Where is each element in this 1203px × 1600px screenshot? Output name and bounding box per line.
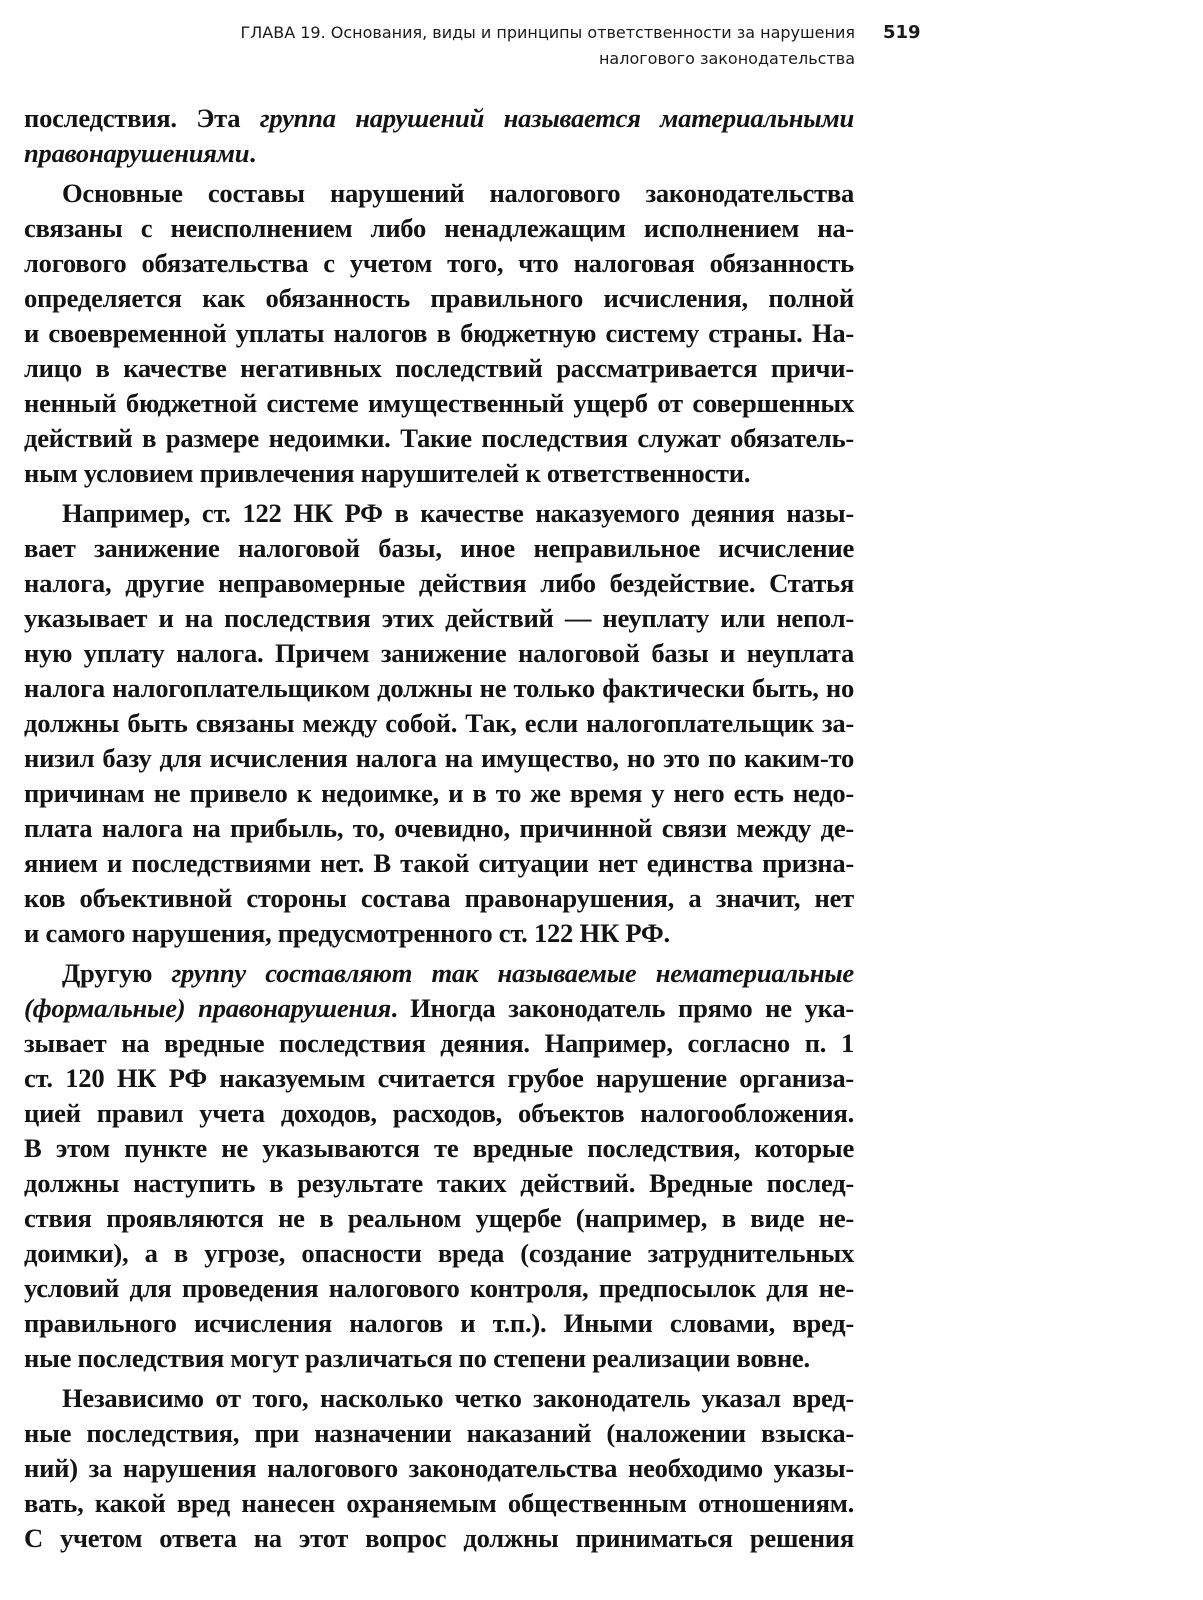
text-line: последствия. Эта группа нарушений называется материальными xyxy=(24,103,854,133)
paragraph-4 xyxy=(24,956,854,1376)
italic-text: группу составляют так называемые нематериальные xyxy=(171,958,854,988)
text-line: правонарушениями. xyxy=(24,138,256,168)
text-line: связаны с неисполнением либо ненадлежащим исполнением на- xyxy=(24,213,854,243)
text-line: вать, какой вред нанесен охраняемым общественным отношениям. xyxy=(24,1488,854,1518)
text-line: ст. 120 НК РФ наказуемым считается грубое нарушение организа- xyxy=(24,1063,854,1093)
text-line: (формальные) правонарушения. Иногда законодатель прямо не ука- xyxy=(24,993,854,1023)
paragraph-2 xyxy=(24,176,854,491)
text-line: низил базу для исчисления налога на имущество, но это по каким-то xyxy=(24,743,854,773)
text-line: Например, ст. 122 НК РФ в качестве наказуемого деяния назы- xyxy=(62,498,854,528)
text-line: действий в размере недоимки. Такие последствия служат обязатель- xyxy=(24,423,854,453)
text-line: ные последствия, при назначении наказаний (наложении взыска- xyxy=(24,1418,854,1448)
italic-text: (формальные) правонарушения xyxy=(24,993,391,1023)
text-line: цией правил учета доходов, расходов, объектов налогообложения. xyxy=(24,1098,854,1128)
text-line: ненный бюджетной системе имущественный ущерб от совершенных xyxy=(24,388,854,418)
text-line: и самого нарушения, предусмотренного ст. 122 НК РФ. xyxy=(24,918,670,948)
italic-text: правонарушениями xyxy=(24,138,250,168)
text-line: условий для проведения налогового контроля, предпосылок для не- xyxy=(24,1273,854,1303)
text-line: Независимо от того, насколько четко законодатель указал вред- xyxy=(62,1383,854,1413)
text-line: доимки), а в угрозе, опасности вреда (создание затруднительных xyxy=(24,1238,854,1268)
page-number: 519 xyxy=(883,22,921,43)
text-line: логового обязательства с учетом того, что налоговая обязанность xyxy=(24,248,854,278)
text-line: налога, другие неправомерные действия либо бездействие. Статья xyxy=(24,568,854,598)
text-line: ную уплату налога. Причем занижение налоговой базы и неуплата xyxy=(24,638,854,668)
text-line: янием и последствиями нет. В такой ситуации нет единства призна- xyxy=(24,848,854,878)
text-line: ные последствия могут различаться по степени реализации вовне. xyxy=(24,1343,810,1373)
text-line: зывает на вредные последствия деяния. Например, согласно п. 1 xyxy=(24,1028,854,1058)
text-line: и своевременной уплаты налогов в бюджетную систему страны. На- xyxy=(24,318,854,348)
text-line: должны наступить в результате таких действий. Вредные послед- xyxy=(24,1168,854,1198)
text-line: Другую группу составляют так называемые нематериальные xyxy=(62,958,854,988)
text-line: С учетом ответа на этот вопрос должны приниматься решения xyxy=(24,1523,854,1553)
text-line: плата налога на прибыль, то, очевидно, причинной связи между де- xyxy=(24,813,854,843)
paragraph-3 xyxy=(24,496,854,951)
running-header xyxy=(120,20,855,72)
text-line: должны быть связаны между собой. Так, если налогоплательщик за- xyxy=(24,708,854,738)
text-line: вает занижение налоговой базы, иное неправильное исчисление xyxy=(24,533,854,563)
text-line: ным условием привлечения нарушителей к ответственности. xyxy=(24,458,751,488)
body-text xyxy=(24,101,854,1561)
text-line: правильного исчисления налогов и т.п.). Иными словами, вред- xyxy=(24,1308,854,1338)
text-line: ствия проявляются не в реальном ущербе (например, в виде не- xyxy=(24,1203,854,1233)
italic-text: группа нарушений называется материальными xyxy=(259,103,854,133)
text-line: налога налогоплательщиком должны не только фактически быть, но xyxy=(24,673,854,703)
text-line: лицо в качестве негативных последствий рассматривается причи- xyxy=(24,353,854,383)
chapter-title-line-2: налогового законодательства xyxy=(598,49,855,68)
text-line: ний) за нарушения налогового законодательства необходимо указы- xyxy=(24,1453,854,1483)
text-line: Основные составы нарушений налогового законодательства xyxy=(62,178,854,208)
paragraph-1 xyxy=(24,101,854,171)
text-line: указывает и на последствия этих действий — неуплату или непол- xyxy=(24,603,854,633)
text-line: ков объективной стороны состава правонарушения, а значит, нет xyxy=(24,883,854,913)
text-line: В этом пункте не указываются те вредные последствия, которые xyxy=(24,1133,854,1163)
text-line: определяется как обязанность правильного исчисления, полной xyxy=(24,283,854,313)
chapter-title-line-1: ГЛАВА 19. Основания, виды и принципы ответственности за нарушения xyxy=(240,23,855,42)
paragraph-5 xyxy=(24,1381,854,1556)
text-line: причинам не привело к недоимке, и в то же время у него есть недо- xyxy=(24,778,854,808)
